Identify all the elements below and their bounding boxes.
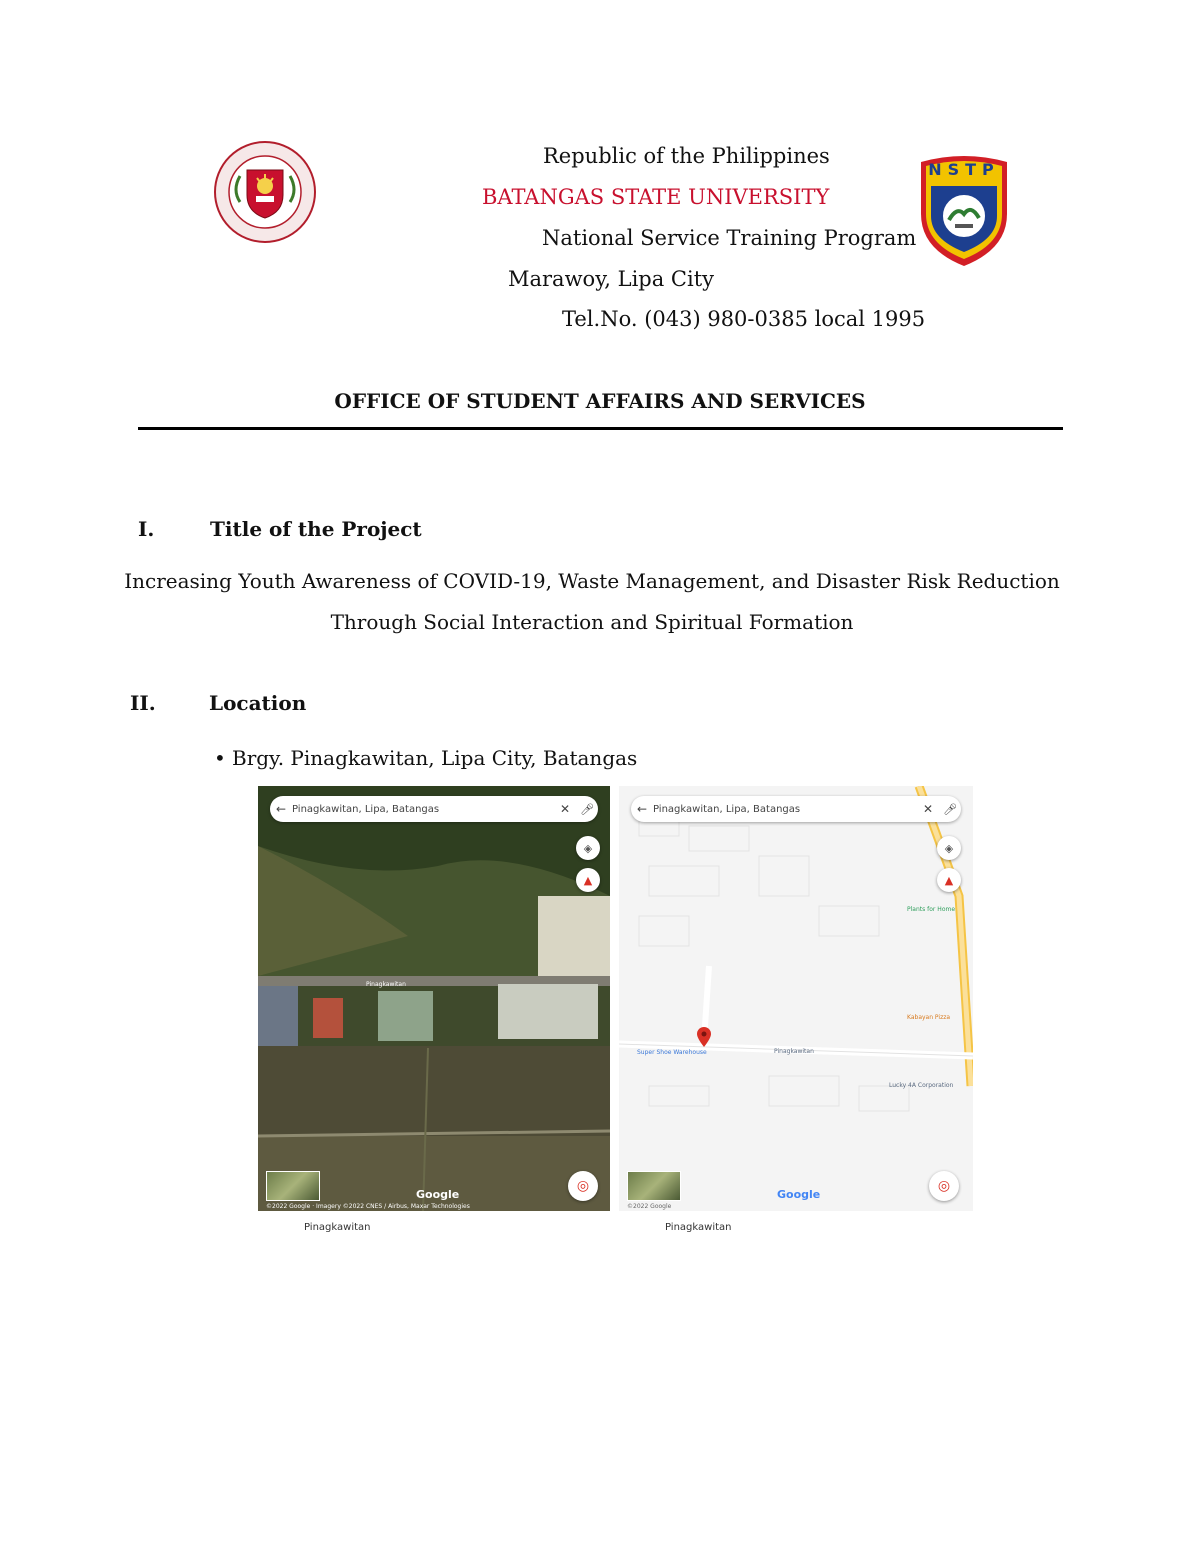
compass-icon[interactable]: ▲ xyxy=(576,868,600,892)
header-divider xyxy=(138,427,1063,430)
my-location-icon[interactable]: ◎ xyxy=(568,1171,598,1201)
address-line: Marawoy, Lipa City xyxy=(508,267,715,291)
project-title-line-1: Increasing Youth Awareness of COVID-19, Waste Management, and Disaster Risk Reduction xyxy=(124,569,1060,593)
section-title-2: Location xyxy=(209,691,307,715)
road-map-tiles xyxy=(619,786,973,1211)
batstateu-seal-icon xyxy=(212,140,318,244)
close-icon[interactable]: ✕ xyxy=(922,802,934,816)
republic-line: Republic of the Philippines xyxy=(543,144,830,168)
streetview-thumbnail[interactable] xyxy=(627,1171,681,1201)
office-title: OFFICE OF STUDENT AFFAIRS AND SERVICES xyxy=(334,389,866,413)
map1-search-bar[interactable] xyxy=(270,796,598,822)
mic-icon[interactable]: 🎤︎ xyxy=(580,802,594,816)
map2-search-bar[interactable] xyxy=(631,796,961,822)
map2-copyright: ©2022 Google xyxy=(627,1203,672,1210)
road-map-screenshot xyxy=(619,786,973,1211)
program-line: National Service Training Program xyxy=(542,226,917,250)
section-number-2: II. xyxy=(130,691,156,715)
location-bullet: • xyxy=(214,746,226,770)
map2-label-kabayan: Kabayan Pizza xyxy=(907,1014,951,1021)
nstp-logo xyxy=(917,154,1011,268)
map2-label-lucky: Lucky 4A Corporation xyxy=(889,1082,954,1089)
map2-label-plants: Plants for Home xyxy=(907,906,956,913)
layers-icon[interactable]: ◈ xyxy=(937,836,961,860)
satellite-imagery xyxy=(258,786,610,1211)
close-icon[interactable]: ✕ xyxy=(559,802,571,816)
nstp-logo-text: NSTP xyxy=(928,160,1000,179)
satellite-map-screenshot xyxy=(258,786,610,1211)
map1-google-logo: Google xyxy=(416,1188,460,1201)
map1-copyright: ©2022 Google · Imagery ©2022 CNES / Airbus, Maxar Technologies xyxy=(266,1203,470,1210)
map1-caption: Pinagkawitan xyxy=(304,1222,371,1233)
map2-google-logo: Google xyxy=(777,1188,821,1201)
location-pin-icon[interactable] xyxy=(696,1026,712,1048)
my-location-icon[interactable]: ◎ xyxy=(929,1171,959,1201)
section-number-1: I. xyxy=(138,517,155,541)
streetview-thumbnail[interactable] xyxy=(266,1171,320,1201)
back-arrow-icon[interactable]: ← xyxy=(275,802,287,816)
batstateu-logo xyxy=(212,140,318,244)
mic-icon[interactable]: 🎤︎ xyxy=(943,802,957,816)
compass-icon[interactable]: ▲ xyxy=(937,868,961,892)
layers-icon[interactable]: ◈ xyxy=(576,836,600,860)
map2-caption: Pinagkawitan xyxy=(665,1222,732,1233)
university-name: BATANGAS STATE UNIVERSITY xyxy=(482,185,830,209)
map2-label-store: Super Shoe Warehouse xyxy=(637,1049,707,1056)
back-arrow-icon[interactable]: ← xyxy=(636,802,648,816)
map2-search-query: Pinagkawitan, Lipa, Batangas xyxy=(653,803,801,815)
project-title-line-2: Through Social Interaction and Spiritual Formation xyxy=(330,610,854,634)
map2-label-road: Pinagkawitan xyxy=(774,1048,814,1055)
location-text: Brgy. Pinagkawitan, Lipa City, Batangas xyxy=(232,746,638,770)
map1-search-query: Pinagkawitan, Lipa, Batangas xyxy=(292,803,440,815)
section-title-1: Title of the Project xyxy=(210,517,422,541)
map1-road-label: Pinagkawitan xyxy=(366,981,406,988)
tel-line: Tel.No. (043) 980-0385 local 1995 xyxy=(562,307,926,331)
